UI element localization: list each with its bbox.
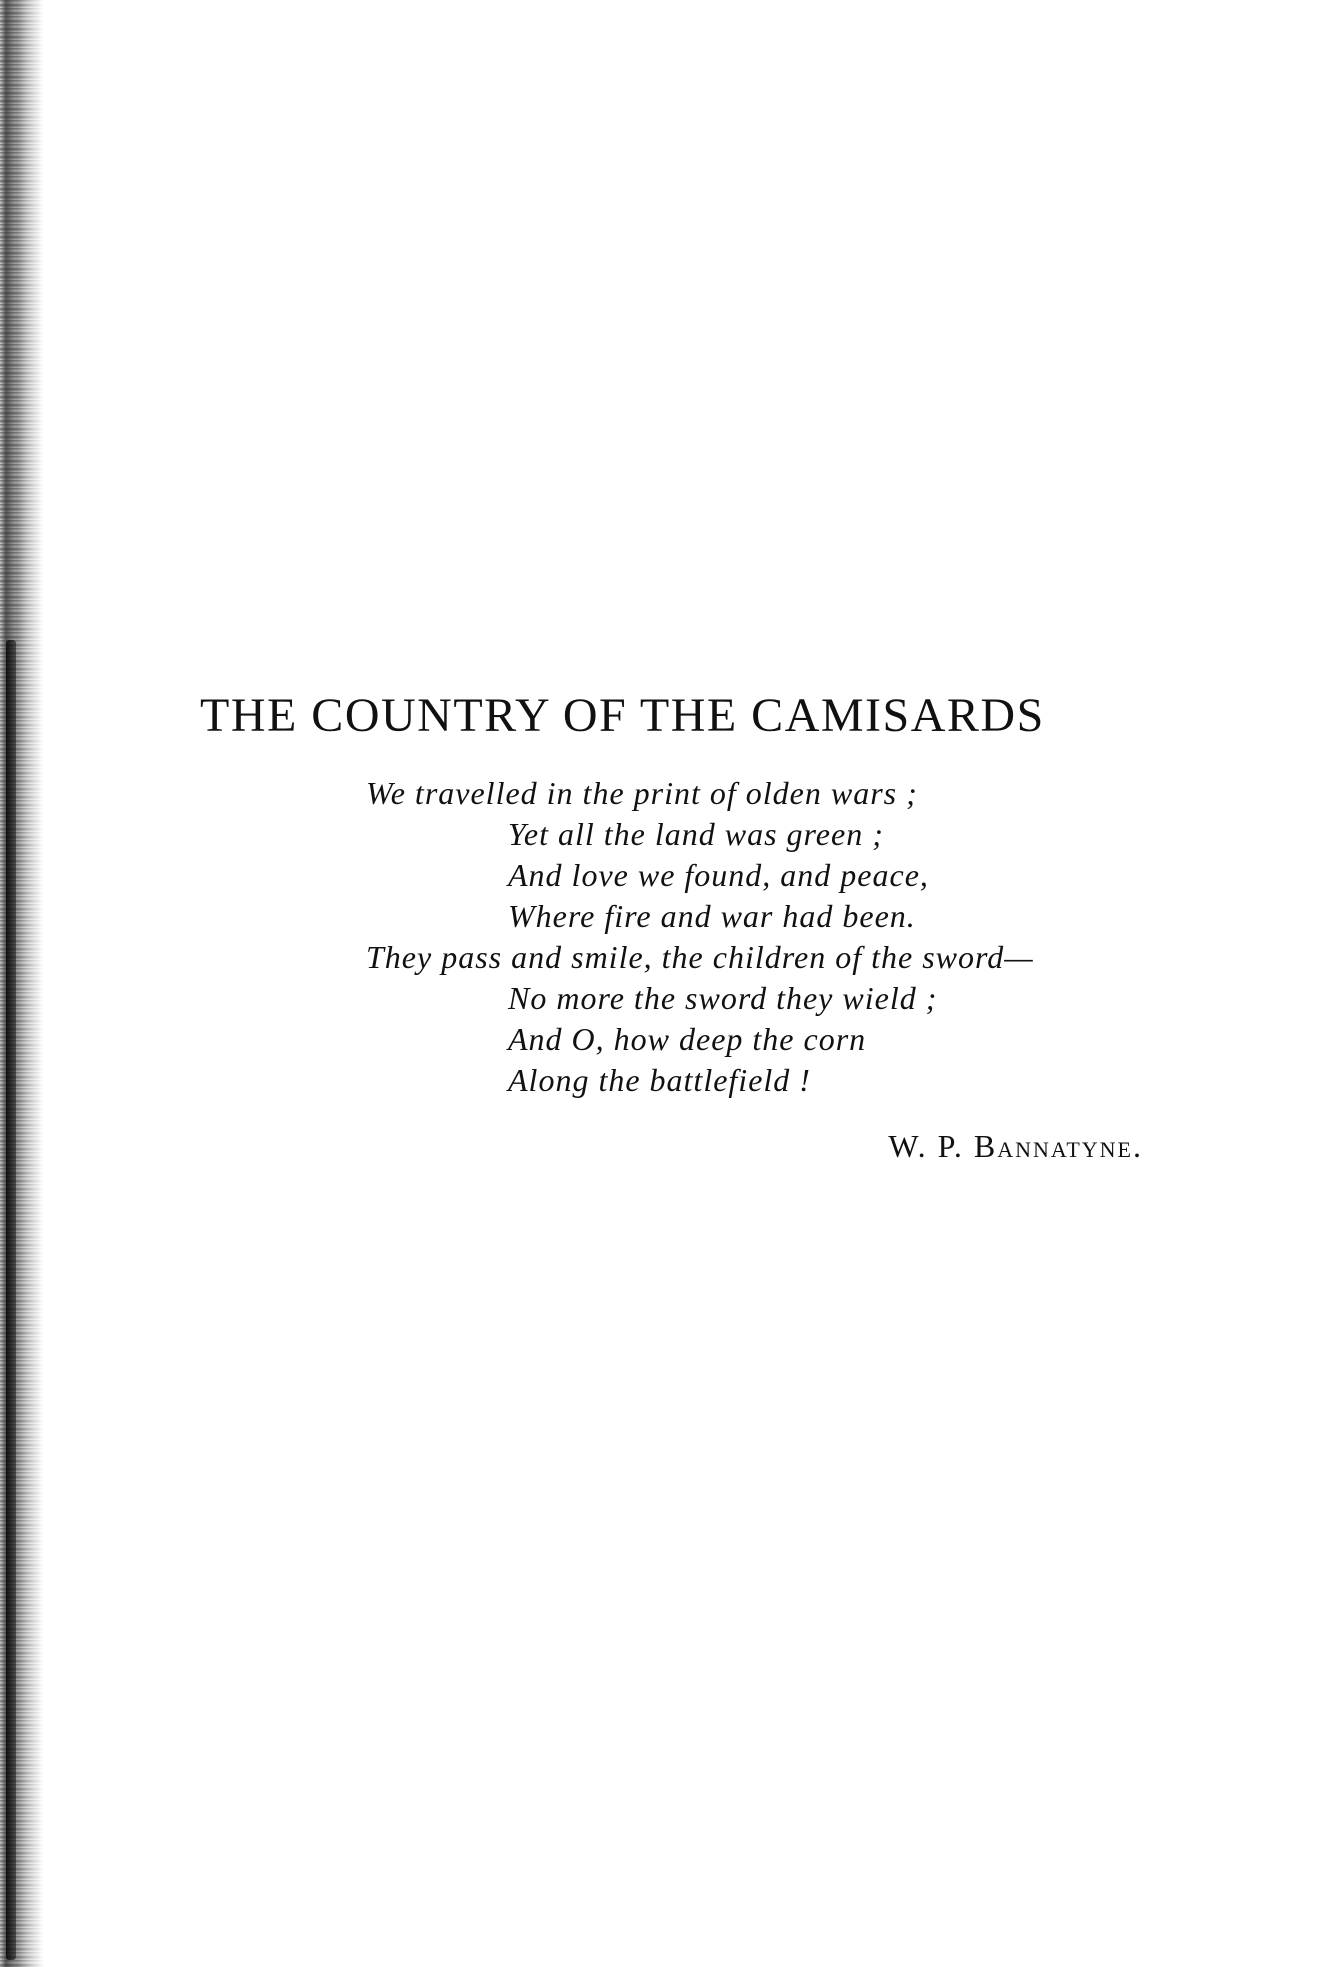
poem-line: Where fire and war had been. [508, 898, 916, 934]
poem-line: They pass and smile, the children of the sword— [366, 939, 1034, 975]
poem-title: THE COUNTRY OF THE CAMISARDS [200, 689, 1045, 742]
poem-line: We travelled in the print of olden wars ; [366, 775, 918, 811]
poem-line: Yet all the land was green ; [508, 816, 884, 852]
poem-line: No more the sword they wield ; [508, 980, 938, 1016]
poem-line: And love we found, and peace, [508, 857, 929, 893]
poem-author: W. P. Bannatyne. [888, 1128, 1143, 1164]
poem-line: And O, how deep the corn [508, 1021, 867, 1057]
poem-line: Along the battlefield ! [508, 1062, 811, 1098]
